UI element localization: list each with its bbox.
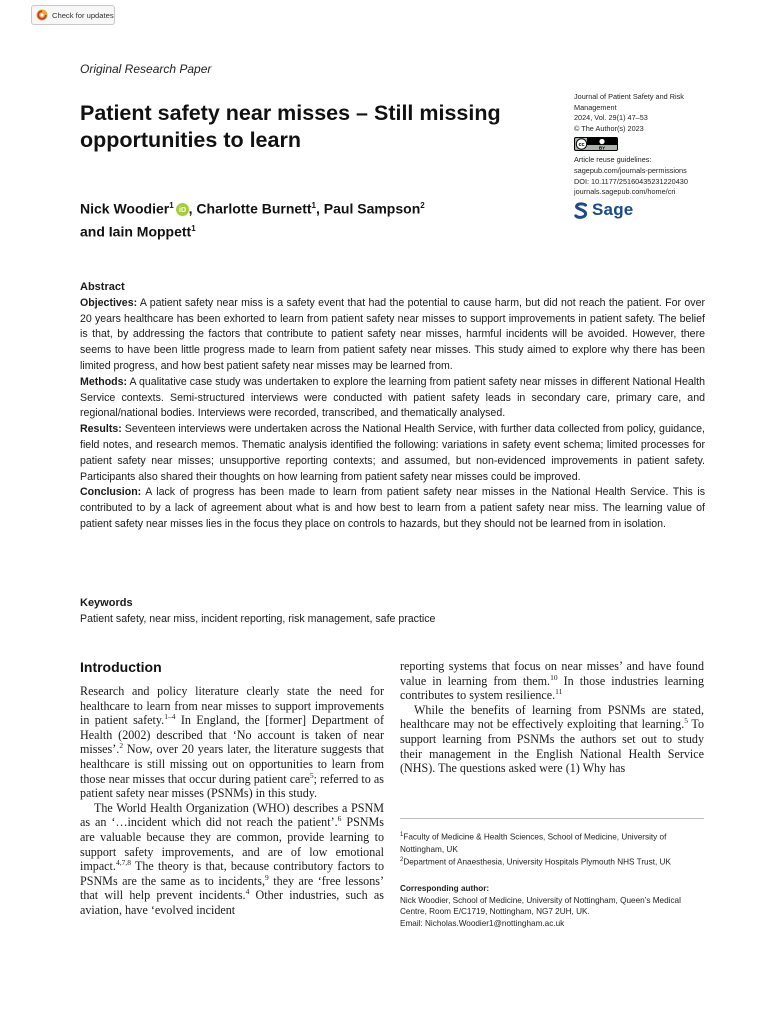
- results-label: Results:: [80, 423, 122, 436]
- citation-ref[interactable]: 4: [245, 887, 250, 897]
- methods-text: A qualitative case study was undertaken to explore the learning from patient safety near misses in different National Health Service contexts. Semi-structured interviews were conducted with patient safety leads in secondary care, primary care, and regional/national bodies. Interviews were recorded, transcribed, and thematically analysed.: [80, 375, 705, 420]
- conclusion-label: Conclusion:: [80, 486, 142, 499]
- citation-ref[interactable]: 4,7,8: [115, 858, 131, 868]
- author-list: [80, 196, 550, 241]
- body-column-right: [400, 659, 704, 776]
- author-name[interactable]: , Paul Sampson: [316, 200, 421, 217]
- journal-citation: 2024, Vol. 29(1) 47–53: [574, 113, 648, 123]
- intro-paragraph: The World Health Organization (WHO) describes a PSNM as an ‘…incident which did not reach the patient’.$^6$ PSNMs are valuable because they are common, provide learning to support safety improvements, and are of low emotional impact.$^{4,7,8}$ The theory is that, because contributory factors to PSNMs are the same as to incidents,$^9$ they are ‘free lessons’ that will help prevent incidents.$^4$ Other industries, such as aviation, have ‘evolved incident: [80, 800, 385, 917]
- intro-paragraph: While the benefits of learning from PSNMs are stated, healthcare may not be effectively exploiting that learning.$^5$ To support learning from PSNMs the authors set out to study their management in the English National Health Service (NHS). The questions asked were (1) Why has: [400, 702, 704, 776]
- citation-ref[interactable]: 11: [555, 687, 563, 697]
- author-name[interactable]: and Iain Moppett: [80, 223, 192, 240]
- author-name[interactable]: Nick Woodier: [80, 200, 170, 217]
- footnotes: [400, 830, 706, 930]
- reuse-link[interactable]: sagepub.com/journals-permissions: [574, 165, 687, 175]
- sage-logo[interactable]: [574, 199, 714, 219]
- journal-info: [574, 92, 714, 219]
- citation-ref[interactable]: 10: [550, 672, 558, 682]
- intro-paragraph-continued: reporting systems that focus on near misses’ and have found value in learning from them.$^{10}$ In those industries learning contributes to system resilience.$^{11}$: [400, 659, 704, 703]
- abstract-heading: Abstract: [80, 281, 125, 293]
- affiliation-marker: 1: [191, 223, 196, 233]
- methods-label: Methods:: [80, 375, 128, 388]
- citation-ref[interactable]: 5: [684, 716, 688, 726]
- affiliation-footnote: $^1$Faculty of Medicine & Health Sciences, School of Medicine, University of Nottingham, UK: [400, 832, 667, 854]
- creative-commons-icon[interactable]: [574, 137, 618, 151]
- abstract-methods: [80, 375, 705, 422]
- author-name[interactable]: , Charlotte Burnett: [188, 200, 312, 217]
- affiliation-marker: 1: [311, 201, 316, 210]
- corresponding-email[interactable]: Email: Nicholas.Woodier1@nottingham.ac.uk: [400, 919, 565, 929]
- conclusion-text: A lack of progress has been made to learn from patient safety near misses in the National Health Service. This is contributed to by a lack of agreement about what is and how best to learn from a patient safety near miss. The learning value of patient safety near misses lies in the focus they place on controls to hazards, but they should not be learned from in isolation.: [80, 486, 705, 530]
- corresponding-address: Nick Woodier, School of Medicine, University of Nottingham, Queen’s Medical Centre, Room E/C1719, Nottingham, NG7 2UH, UK.: [400, 895, 681, 917]
- affiliation-marker: 1: [169, 201, 174, 210]
- orcid-icon[interactable]: [176, 203, 189, 216]
- sage-logo-icon: [574, 202, 588, 219]
- objectives-text: A patient safety near miss is a safety event that had the potential to cause harm, but did not reach the patient. For over 20 years healthcare has been exhorted to learn from patient safety near misses to support improvements in patient safety. The belief is that, by addressing the factors that contribute to patient safety near misses, harmful incidents will be avoided. However, there seems to have been little progress made to learn from patient safety near misses. This study aimed to explore why there has been limited progress, and how best patient safety near misses may be learned from.: [80, 296, 705, 372]
- keywords-list: Patient safety, near miss, incident reporting, risk management, safe practice: [80, 612, 436, 625]
- paper-type-label: Original Research Paper: [80, 62, 212, 76]
- svg-text:cc: cc: [578, 142, 585, 149]
- affiliation-footnote: $^2$Department of Anaesthesia, University Hospitals Plymouth NHS Trust, UK: [400, 857, 671, 868]
- footnote-divider: [400, 818, 704, 819]
- journal-copyright: © The Author(s) 2023: [574, 123, 644, 133]
- abstract-conclusion: [80, 485, 705, 532]
- check-for-updates-icon: [36, 9, 48, 21]
- reuse-label: Article reuse guidelines:: [574, 155, 652, 165]
- svg-text:iD: iD: [178, 206, 186, 214]
- corresponding-author: [400, 883, 706, 930]
- intro-paragraph: Research and policy literature clearly state the need for healthcare to learn from near misses to support improvements in patient safety.$^{1-4}$ In England, the [former] Department of Health (2002) described that ‘No account is taken of near misses’.$^2$ Now, over 20 years later, the literature suggests that healthcare is still missing out on opportunities to learn from those near misses that occur during patient care$^5$; referred to as patient safety near misses (PSNMs) in this study.: [80, 684, 384, 801]
- check-for-updates-badge[interactable]: [31, 5, 115, 25]
- citation-ref[interactable]: 2: [119, 741, 124, 751]
- citation-ref[interactable]: 9: [265, 872, 269, 882]
- affiliation-marker: 2: [420, 201, 425, 210]
- citation-ref[interactable]: 5: [309, 770, 314, 780]
- introduction-heading: Introduction: [80, 659, 162, 675]
- check-for-updates-label: Check for updates: [52, 10, 114, 20]
- objectives-label: Objectives:: [80, 296, 138, 309]
- keywords-heading: Keywords: [80, 597, 133, 609]
- citation-ref[interactable]: 1–4: [164, 712, 176, 722]
- abstract-objectives: [80, 296, 705, 375]
- abstract-section: [80, 280, 705, 533]
- journal-home-link[interactable]: journals.sagepub.com/home/cri: [574, 187, 676, 197]
- sage-wordmark: Sage: [592, 199, 634, 219]
- keywords-section: [80, 596, 705, 628]
- cc-by-label: BY: [598, 145, 606, 151]
- doi[interactable]: DOI: 10.1177/25160435231220430: [574, 176, 688, 186]
- results-text: Seventeen interviews were undertaken across the National Health Service, with further data collected from policy, guidance, field notes, and research memos. Thematic analysis identified the following: variations in safety event schema; limited processes for patient safety near misses; unsupportive reporting contexts; and assumed, but non-evidenced improvements in patient safety. Participants also shared their thoughts on how learning from patient safety near misses could be improved.: [80, 423, 705, 483]
- body-column-left: [80, 684, 384, 918]
- citation-ref[interactable]: 6: [337, 814, 342, 824]
- article-title: Patient safety near misses – Still missing opportunities to learn: [80, 101, 501, 152]
- abstract-results: [80, 422, 705, 485]
- corresponding-heading: Corresponding author:: [400, 883, 490, 893]
- journal-name: Journal of Patient Safety and Risk Management: [574, 92, 684, 112]
